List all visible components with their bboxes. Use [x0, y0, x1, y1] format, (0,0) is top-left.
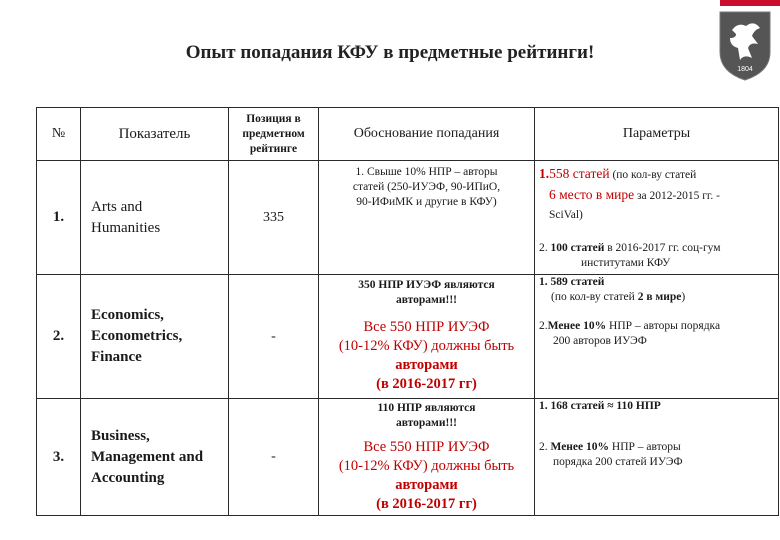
param-num: 2. — [539, 320, 548, 332]
param-text: (по кол-ву статей — [609, 169, 697, 181]
header-position-l3: рейтинге — [249, 142, 298, 155]
row-parameters — [535, 275, 779, 399]
param-line: 1. 589 статей — [539, 276, 605, 288]
row-position: 335 — [229, 161, 319, 275]
table-row — [37, 399, 779, 516]
param-text: институтами КФУ — [581, 257, 671, 269]
justification-red — [319, 431, 534, 514]
param-text: (по кол-ву статей — [551, 291, 638, 303]
param-num: 2. — [539, 441, 548, 453]
justification-line: (10-12% КФУ) должны быть — [338, 458, 515, 474]
indicator-line: Accounting — [91, 469, 165, 486]
param-item-2 — [535, 414, 778, 470]
table-row — [37, 275, 779, 399]
indicator-line: Arts and — [91, 198, 143, 215]
justification-line: (10-12% КФУ) должны быть — [338, 338, 515, 354]
row-number: 2. — [37, 275, 81, 399]
param-bold-value: Менее 10% — [550, 441, 610, 453]
param-text: ) — [681, 291, 686, 303]
justification-line: (в 2016-2017 гг) — [376, 496, 477, 512]
param-red-value: 6 место в мире — [549, 187, 635, 202]
param-item-1 — [535, 161, 778, 225]
page-title: Опыт попадания КФУ в предметные рейтинги! — [185, 42, 595, 63]
param-bold-value: 2 в мире — [637, 291, 682, 303]
justification-line: 350 НПР ИУЭФ являются — [358, 279, 495, 291]
row-indicator — [81, 275, 229, 399]
param-text: SciVal) — [549, 209, 583, 221]
justification-line: авторами — [395, 357, 458, 373]
justification-top — [319, 399, 534, 431]
param-item-2 — [535, 305, 778, 349]
param-text: НПР – авторы — [609, 441, 681, 453]
indicator-line: Finance — [91, 349, 142, 365]
param-item-1 — [535, 275, 778, 305]
indicator-line: Humanities — [91, 219, 161, 236]
table-row — [37, 161, 779, 275]
justification-line: Все 550 НПР ИУЭФ — [363, 439, 490, 455]
row-parameters — [535, 399, 779, 516]
logo-year: 1804 — [737, 66, 753, 73]
row-indicator — [81, 399, 229, 516]
row-justification — [319, 161, 535, 275]
header-position — [229, 108, 319, 161]
header-parameters: Параметры — [535, 108, 779, 161]
row-number: 3. — [37, 399, 81, 516]
row-justification — [319, 275, 535, 399]
param-num: 2. — [539, 242, 548, 254]
header-indicator: Показатель — [81, 108, 229, 161]
param-bold-value: Менее 10% — [547, 320, 607, 332]
header-num: № — [37, 108, 81, 161]
justification-red — [319, 308, 534, 394]
row-position: - — [229, 399, 319, 516]
justification-line: авторами!!! — [395, 417, 457, 429]
param-text: порядка 200 статей ИУЭФ — [553, 456, 683, 468]
indicator-line: Economics, — [91, 307, 164, 323]
justification-line: авторами!!! — [395, 294, 457, 306]
param-text: НПР – авторы порядка — [606, 320, 721, 332]
param-item-1: 1. 168 статей ≈ 110 НПР — [539, 400, 661, 412]
kfu-logo-icon — [714, 8, 776, 82]
row-indicator — [81, 161, 229, 275]
indicator-line: Management and — [91, 448, 204, 465]
indicator-line: Econometrics, — [91, 328, 183, 344]
param-text: за 2012-2015 гг. - — [634, 190, 720, 202]
justification-line: Все 550 НПР ИУЭФ — [363, 319, 490, 335]
logo-stripe — [720, 0, 780, 6]
row-number: 1. — [37, 161, 81, 275]
param-num: 1. — [539, 166, 550, 181]
row-parameters — [535, 161, 779, 275]
param-bold-value: 100 статей — [550, 242, 605, 254]
header-justification: Обоснование попадания — [319, 108, 535, 161]
justification-line: 90-ИФиМК и другие в КФУ) — [356, 196, 497, 208]
param-item-2 — [539, 241, 721, 271]
table-header-row — [37, 108, 779, 161]
justification-line: 110 НПР являются — [377, 402, 476, 414]
justification-line: (в 2016-2017 гг) — [376, 376, 477, 392]
justification-top — [319, 275, 534, 308]
param-red-value: 558 статей — [549, 166, 610, 181]
justification-text — [319, 161, 534, 210]
header-position-l1: Позиция в — [246, 112, 301, 125]
justification-line: статей (250-ИУЭФ, 90-ИПиО, — [352, 181, 501, 193]
param-line — [539, 290, 778, 305]
ratings-table — [36, 107, 779, 516]
justification-line: авторами — [395, 477, 458, 493]
indicator-line: Business, — [91, 427, 150, 444]
justification-line: 1. Свыше 10% НПР – авторы — [355, 166, 498, 178]
row-justification — [319, 399, 535, 516]
param-text: в 2016-2017 гг. соц-гум — [604, 242, 721, 254]
row-position: - — [229, 275, 319, 399]
param-text: 200 авторов ИУЭФ — [553, 335, 647, 347]
header-position-l2: предметном — [242, 127, 305, 140]
